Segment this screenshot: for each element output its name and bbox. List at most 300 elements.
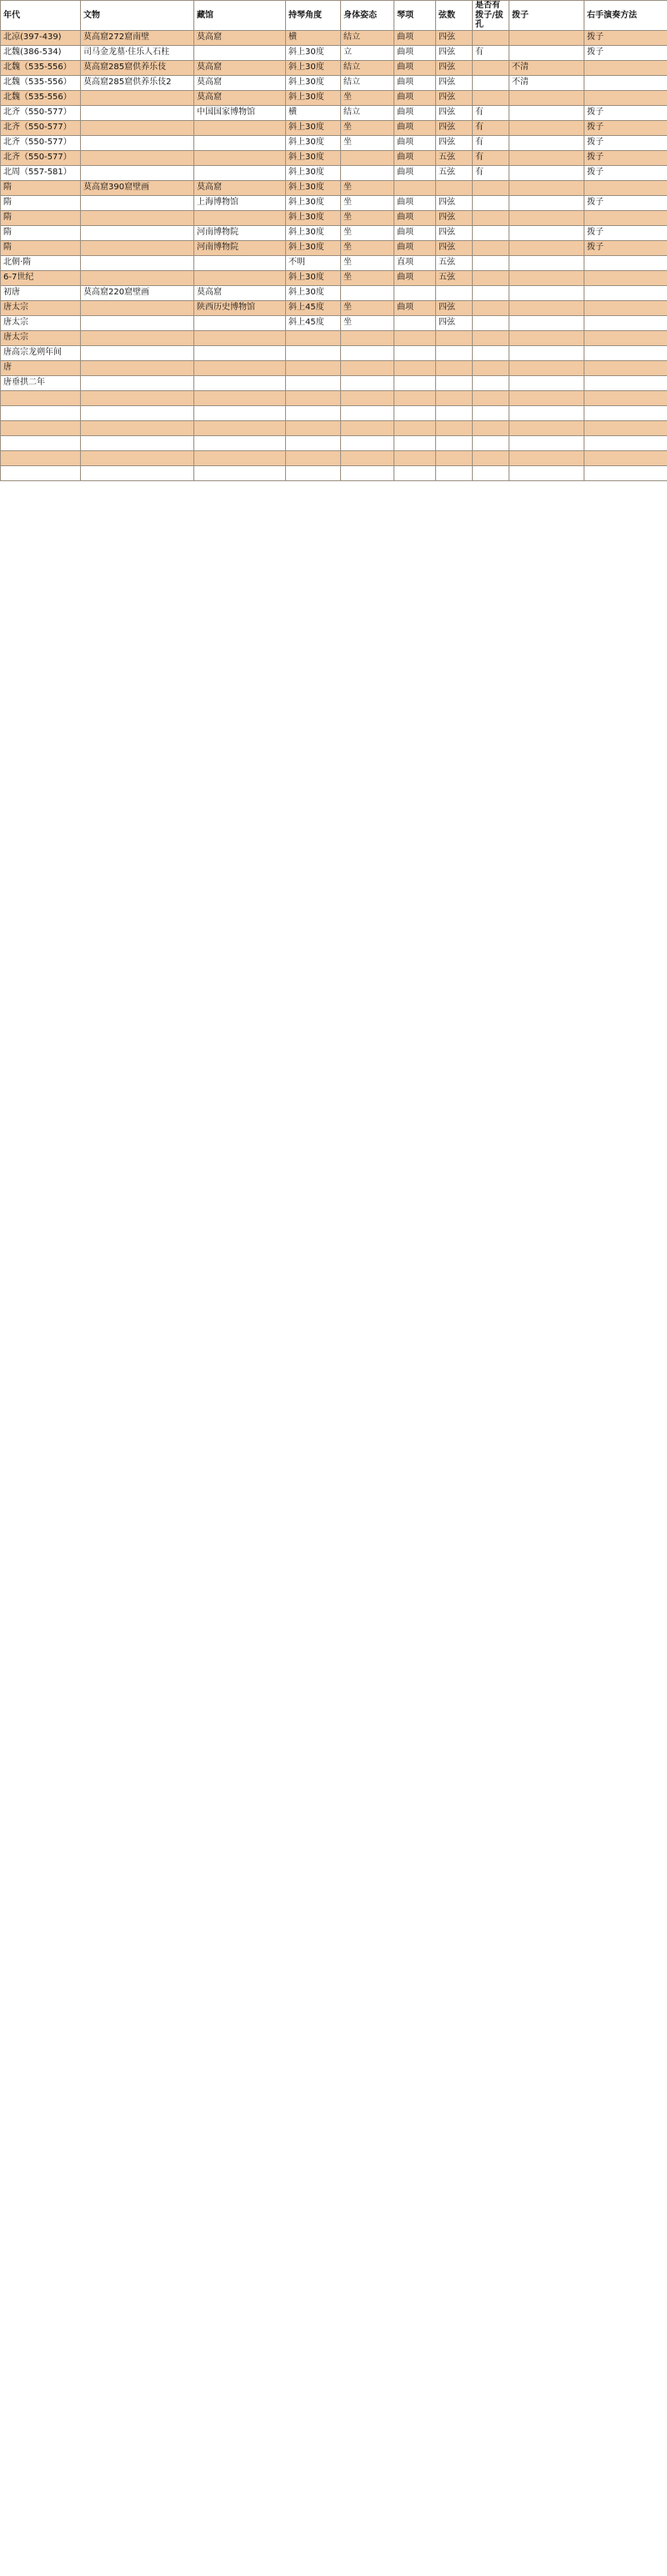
cell-collection: 河南博物院 [194, 240, 286, 255]
cell-artifact [81, 315, 194, 330]
cell-posture: 结立 [341, 105, 394, 120]
cell-strings: 四弦 [436, 240, 473, 255]
cell-artifact: 莫高窟390窟壁画 [81, 180, 194, 195]
cell-artifact [81, 465, 194, 480]
cell-plectrum [509, 210, 584, 225]
cell-era: 北齐（550-577） [1, 120, 81, 135]
cell-right-hand: 拨子 [584, 150, 667, 165]
cell-neck: 直项 [394, 255, 436, 270]
cell-plectrum-hole [473, 300, 509, 315]
header-row [1, 1, 667, 31]
cell-plectrum [509, 45, 584, 60]
cell-plectrum [509, 435, 584, 450]
cell-right-hand [584, 360, 667, 375]
cell-right-hand [584, 75, 667, 90]
cell-strings: 四弦 [436, 315, 473, 330]
cell-era: 隋 [1, 180, 81, 195]
cell-neck [394, 360, 436, 375]
cell-plectrum [509, 225, 584, 240]
cell-artifact [81, 375, 194, 390]
cell-plectrum-hole: 有 [473, 150, 509, 165]
cell-collection [194, 405, 286, 420]
cell-right-hand [584, 255, 667, 270]
cell-strings: 四弦 [436, 195, 473, 210]
cell-holding-angle: 斜上30度 [286, 210, 341, 225]
table-row [1, 30, 667, 45]
cell-era: 北魏（535-556） [1, 60, 81, 75]
cell-strings [436, 465, 473, 480]
cell-posture [341, 360, 394, 375]
cell-posture [341, 390, 394, 405]
header-collection: 藏馆 [194, 1, 286, 31]
cell-holding-angle: 斜上30度 [286, 60, 341, 75]
cell-holding-angle [286, 345, 341, 360]
cell-collection: 莫高窟 [194, 75, 286, 90]
cell-holding-angle [286, 390, 341, 405]
cell-holding-angle [286, 435, 341, 450]
cell-neck: 曲项 [394, 30, 436, 45]
cell-neck: 曲项 [394, 210, 436, 225]
cell-strings: 四弦 [436, 75, 473, 90]
cell-posture [341, 420, 394, 435]
cell-plectrum [509, 315, 584, 330]
cell-neck [394, 450, 436, 465]
table-row [1, 225, 667, 240]
cell-plectrum [509, 255, 584, 270]
cell-artifact [81, 435, 194, 450]
cell-holding-angle: 横 [286, 105, 341, 120]
cell-collection [194, 120, 286, 135]
cell-collection: 莫高窟 [194, 180, 286, 195]
table-row [1, 405, 667, 420]
cell-right-hand: 拨子 [584, 120, 667, 135]
table-row [1, 450, 667, 465]
cell-plectrum-hole [473, 210, 509, 225]
cell-plectrum [509, 150, 584, 165]
cell-strings: 四弦 [436, 45, 473, 60]
cell-era: 北齐（550-577） [1, 150, 81, 165]
cell-neck [394, 435, 436, 450]
cell-strings [436, 450, 473, 465]
cell-era [1, 420, 81, 435]
cell-plectrum [509, 360, 584, 375]
cell-plectrum-hole [473, 345, 509, 360]
cell-plectrum-hole [473, 285, 509, 300]
cell-artifact [81, 330, 194, 345]
table-row [1, 45, 667, 60]
cell-plectrum-hole [473, 270, 509, 285]
cell-artifact [81, 450, 194, 465]
cell-collection [194, 360, 286, 375]
cell-plectrum-hole [473, 225, 509, 240]
cell-posture: 坐 [341, 120, 394, 135]
cell-plectrum-hole [473, 360, 509, 375]
cell-artifact [81, 270, 194, 285]
cell-plectrum [509, 195, 584, 210]
cell-neck [394, 390, 436, 405]
cell-plectrum-hole [473, 420, 509, 435]
cell-holding-angle: 斜上30度 [286, 270, 341, 285]
cell-artifact [81, 105, 194, 120]
cell-strings [436, 180, 473, 195]
cell-era: 唐垂拱二年 [1, 375, 81, 390]
cell-plectrum-hole [473, 375, 509, 390]
cell-holding-angle [286, 405, 341, 420]
cell-plectrum [509, 240, 584, 255]
cell-artifact [81, 240, 194, 255]
cell-plectrum [509, 90, 584, 105]
cell-plectrum-hole: 有 [473, 105, 509, 120]
cell-plectrum-hole [473, 315, 509, 330]
cell-neck [394, 180, 436, 195]
cell-collection: 莫高窟 [194, 90, 286, 105]
cell-neck: 曲项 [394, 75, 436, 90]
cell-collection [194, 420, 286, 435]
cell-neck [394, 465, 436, 480]
cell-neck [394, 345, 436, 360]
cell-neck [394, 315, 436, 330]
cell-plectrum-hole: 有 [473, 120, 509, 135]
table-row [1, 165, 667, 180]
table-row [1, 135, 667, 150]
table-row [1, 270, 667, 285]
header-plectrum: 拨子 [509, 1, 584, 31]
cell-posture: 坐 [341, 240, 394, 255]
cell-collection: 河南博物院 [194, 225, 286, 240]
cell-strings [436, 330, 473, 345]
table-row [1, 345, 667, 360]
cell-collection [194, 45, 286, 60]
cell-plectrum [509, 30, 584, 45]
cell-posture [341, 165, 394, 180]
cell-posture [341, 435, 394, 450]
cell-plectrum [509, 450, 584, 465]
cell-holding-angle: 斜上30度 [286, 90, 341, 105]
cell-posture: 结立 [341, 75, 394, 90]
cell-era: 唐 [1, 360, 81, 375]
cell-neck: 曲项 [394, 105, 436, 120]
cell-plectrum [509, 300, 584, 315]
cell-collection [194, 450, 286, 465]
cell-collection [194, 150, 286, 165]
cell-right-hand [584, 465, 667, 480]
cell-plectrum [509, 375, 584, 390]
header-artifact: 文物 [81, 1, 194, 31]
cell-neck [394, 285, 436, 300]
cell-holding-angle [286, 465, 341, 480]
cell-plectrum-hole [473, 465, 509, 480]
cell-holding-angle [286, 360, 341, 375]
cell-strings: 四弦 [436, 120, 473, 135]
cell-artifact: 莫高窟285窟供养乐伎 [81, 60, 194, 75]
cell-era: 北周（557-581） [1, 165, 81, 180]
cell-posture: 立 [341, 45, 394, 60]
cell-artifact [81, 135, 194, 150]
cell-collection [194, 465, 286, 480]
cell-plectrum [509, 390, 584, 405]
cell-era: 北齐（550-577） [1, 135, 81, 150]
cell-posture: 坐 [341, 90, 394, 105]
cell-posture [341, 345, 394, 360]
cell-era: 北魏（535-556） [1, 75, 81, 90]
cell-plectrum [509, 465, 584, 480]
cell-holding-angle [286, 420, 341, 435]
cell-artifact [81, 420, 194, 435]
cell-plectrum [509, 135, 584, 150]
cell-posture [341, 465, 394, 480]
cell-collection: 莫高窟 [194, 30, 286, 45]
artifact-table [0, 0, 667, 481]
cell-era [1, 465, 81, 480]
cell-neck [394, 375, 436, 390]
cell-right-hand: 拨子 [584, 240, 667, 255]
header-strings: 弦数 [436, 1, 473, 31]
cell-artifact: 莫高窟220窟壁画 [81, 285, 194, 300]
cell-right-hand: 拨子 [584, 225, 667, 240]
cell-strings: 四弦 [436, 30, 473, 45]
cell-holding-angle: 斜上30度 [286, 240, 341, 255]
cell-neck: 曲项 [394, 300, 436, 315]
cell-right-hand [584, 450, 667, 465]
table-row [1, 330, 667, 345]
table-row [1, 60, 667, 75]
table-row [1, 255, 667, 270]
cell-posture [341, 405, 394, 420]
cell-strings: 五弦 [436, 255, 473, 270]
cell-collection [194, 210, 286, 225]
cell-strings [436, 390, 473, 405]
cell-right-hand [584, 60, 667, 75]
cell-right-hand [584, 270, 667, 285]
cell-strings: 五弦 [436, 150, 473, 165]
cell-collection [194, 270, 286, 285]
cell-artifact [81, 225, 194, 240]
cell-posture: 坐 [341, 180, 394, 195]
cell-plectrum-hole: 有 [473, 45, 509, 60]
cell-right-hand [584, 90, 667, 105]
cell-artifact [81, 90, 194, 105]
cell-plectrum [509, 345, 584, 360]
table-row [1, 315, 667, 330]
cell-holding-angle: 斜上30度 [286, 120, 341, 135]
cell-neck: 曲项 [394, 135, 436, 150]
cell-collection [194, 330, 286, 345]
cell-posture: 坐 [341, 315, 394, 330]
cell-artifact [81, 165, 194, 180]
cell-plectrum [509, 405, 584, 420]
cell-right-hand [584, 375, 667, 390]
cell-holding-angle: 斜上30度 [286, 135, 341, 150]
cell-collection [194, 315, 286, 330]
cell-era [1, 450, 81, 465]
cell-plectrum-hole: 有 [473, 165, 509, 180]
cell-neck: 曲项 [394, 270, 436, 285]
table-row [1, 300, 667, 315]
cell-artifact [81, 405, 194, 420]
cell-right-hand: 拨子 [584, 135, 667, 150]
cell-plectrum-hole [473, 30, 509, 45]
cell-plectrum [509, 165, 584, 180]
cell-holding-angle [286, 330, 341, 345]
cell-neck: 曲项 [394, 45, 436, 60]
table-row [1, 360, 667, 375]
cell-era: 隋 [1, 195, 81, 210]
cell-neck [394, 405, 436, 420]
cell-posture: 坐 [341, 270, 394, 285]
cell-strings [436, 375, 473, 390]
cell-posture: 坐 [341, 135, 394, 150]
cell-strings: 四弦 [436, 90, 473, 105]
cell-posture: 坐 [341, 225, 394, 240]
cell-artifact: 莫高窟285窟供养乐伎2 [81, 75, 194, 90]
cell-era: 唐太宗 [1, 330, 81, 345]
cell-plectrum [509, 180, 584, 195]
cell-strings: 四弦 [436, 210, 473, 225]
cell-right-hand [584, 405, 667, 420]
table-row [1, 180, 667, 195]
cell-strings [436, 345, 473, 360]
cell-plectrum-hole [473, 390, 509, 405]
cell-collection [194, 255, 286, 270]
cell-artifact [81, 150, 194, 165]
cell-strings: 五弦 [436, 165, 473, 180]
cell-plectrum: 不清 [509, 60, 584, 75]
cell-artifact [81, 345, 194, 360]
table-row [1, 210, 667, 225]
cell-right-hand [584, 315, 667, 330]
cell-era: 6-7世纪 [1, 270, 81, 285]
cell-artifact [81, 300, 194, 315]
cell-era [1, 405, 81, 420]
cell-artifact [81, 390, 194, 405]
cell-plectrum: 不清 [509, 75, 584, 90]
cell-posture [341, 150, 394, 165]
cell-artifact: 莫高窟272窟南壁 [81, 30, 194, 45]
table-header [1, 1, 667, 31]
cell-plectrum [509, 270, 584, 285]
cell-right-hand [584, 300, 667, 315]
cell-holding-angle: 横 [286, 30, 341, 45]
cell-neck: 曲项 [394, 165, 436, 180]
cell-strings [436, 405, 473, 420]
cell-right-hand [584, 180, 667, 195]
table-row [1, 465, 667, 480]
cell-plectrum-hole [473, 180, 509, 195]
header-neck: 琴项 [394, 1, 436, 31]
cell-era: 北凉(397-439) [1, 30, 81, 45]
cell-neck: 曲项 [394, 240, 436, 255]
cell-collection: 上海博物馆 [194, 195, 286, 210]
cell-collection [194, 435, 286, 450]
cell-plectrum [509, 330, 584, 345]
cell-right-hand: 拨子 [584, 195, 667, 210]
table-row [1, 120, 667, 135]
cell-holding-angle: 斜上30度 [286, 225, 341, 240]
cell-holding-angle: 不明 [286, 255, 341, 270]
cell-era: 唐高宗龙朔年间 [1, 345, 81, 360]
cell-right-hand [584, 210, 667, 225]
cell-era: 北朝·隋 [1, 255, 81, 270]
cell-plectrum-hole: 有 [473, 135, 509, 150]
cell-holding-angle: 斜上30度 [286, 165, 341, 180]
cell-posture: 坐 [341, 210, 394, 225]
table-row [1, 90, 667, 105]
cell-plectrum-hole [473, 255, 509, 270]
cell-right-hand: 拨子 [584, 105, 667, 120]
cell-holding-angle: 斜上45度 [286, 315, 341, 330]
cell-plectrum [509, 285, 584, 300]
cell-era: 北魏(386-534) [1, 45, 81, 60]
cell-right-hand: 拨子 [584, 165, 667, 180]
header-holding-angle: 持琴角度 [286, 1, 341, 31]
table-row [1, 75, 667, 90]
header-right-hand: 右手演奏方法 [584, 1, 667, 31]
cell-posture [341, 450, 394, 465]
cell-right-hand [584, 390, 667, 405]
cell-artifact: 司马金龙墓·住乐人石柱 [81, 45, 194, 60]
cell-neck [394, 330, 436, 345]
cell-collection [194, 390, 286, 405]
cell-era: 隋 [1, 225, 81, 240]
cell-posture: 坐 [341, 195, 394, 210]
table-row [1, 240, 667, 255]
cell-plectrum-hole [473, 240, 509, 255]
cell-era: 北齐（550-577） [1, 105, 81, 120]
cell-artifact [81, 210, 194, 225]
cell-neck: 曲项 [394, 90, 436, 105]
cell-holding-angle [286, 450, 341, 465]
cell-posture: 结立 [341, 60, 394, 75]
cell-right-hand [584, 345, 667, 360]
cell-collection [194, 345, 286, 360]
cell-collection [194, 375, 286, 390]
cell-strings: 四弦 [436, 135, 473, 150]
cell-era: 隋 [1, 240, 81, 255]
cell-right-hand [584, 330, 667, 345]
cell-artifact [81, 255, 194, 270]
cell-neck [394, 420, 436, 435]
header-posture: 身体姿态 [341, 1, 394, 31]
cell-plectrum-hole [473, 75, 509, 90]
cell-strings: 四弦 [436, 225, 473, 240]
cell-collection: 陕西历史博物馆 [194, 300, 286, 315]
cell-right-hand [584, 420, 667, 435]
cell-neck: 曲项 [394, 225, 436, 240]
cell-strings [436, 360, 473, 375]
cell-collection: 莫高窟 [194, 60, 286, 75]
cell-plectrum-hole [473, 195, 509, 210]
cell-holding-angle: 斜上45度 [286, 300, 341, 315]
cell-holding-angle: 斜上30度 [286, 45, 341, 60]
cell-era [1, 390, 81, 405]
cell-era: 北魏（535-556） [1, 90, 81, 105]
cell-era: 初唐 [1, 285, 81, 300]
table-row [1, 150, 667, 165]
cell-artifact [81, 360, 194, 375]
cell-holding-angle: 斜上30度 [286, 180, 341, 195]
cell-strings [436, 435, 473, 450]
cell-neck: 曲项 [394, 60, 436, 75]
cell-posture [341, 375, 394, 390]
cell-artifact [81, 120, 194, 135]
cell-right-hand [584, 435, 667, 450]
cell-era [1, 435, 81, 450]
cell-neck: 曲项 [394, 150, 436, 165]
cell-era: 唐太宗 [1, 300, 81, 315]
cell-posture [341, 285, 394, 300]
cell-strings: 五弦 [436, 270, 473, 285]
header-plectrum-hole: 是否有拨子/拔孔 [473, 1, 509, 31]
